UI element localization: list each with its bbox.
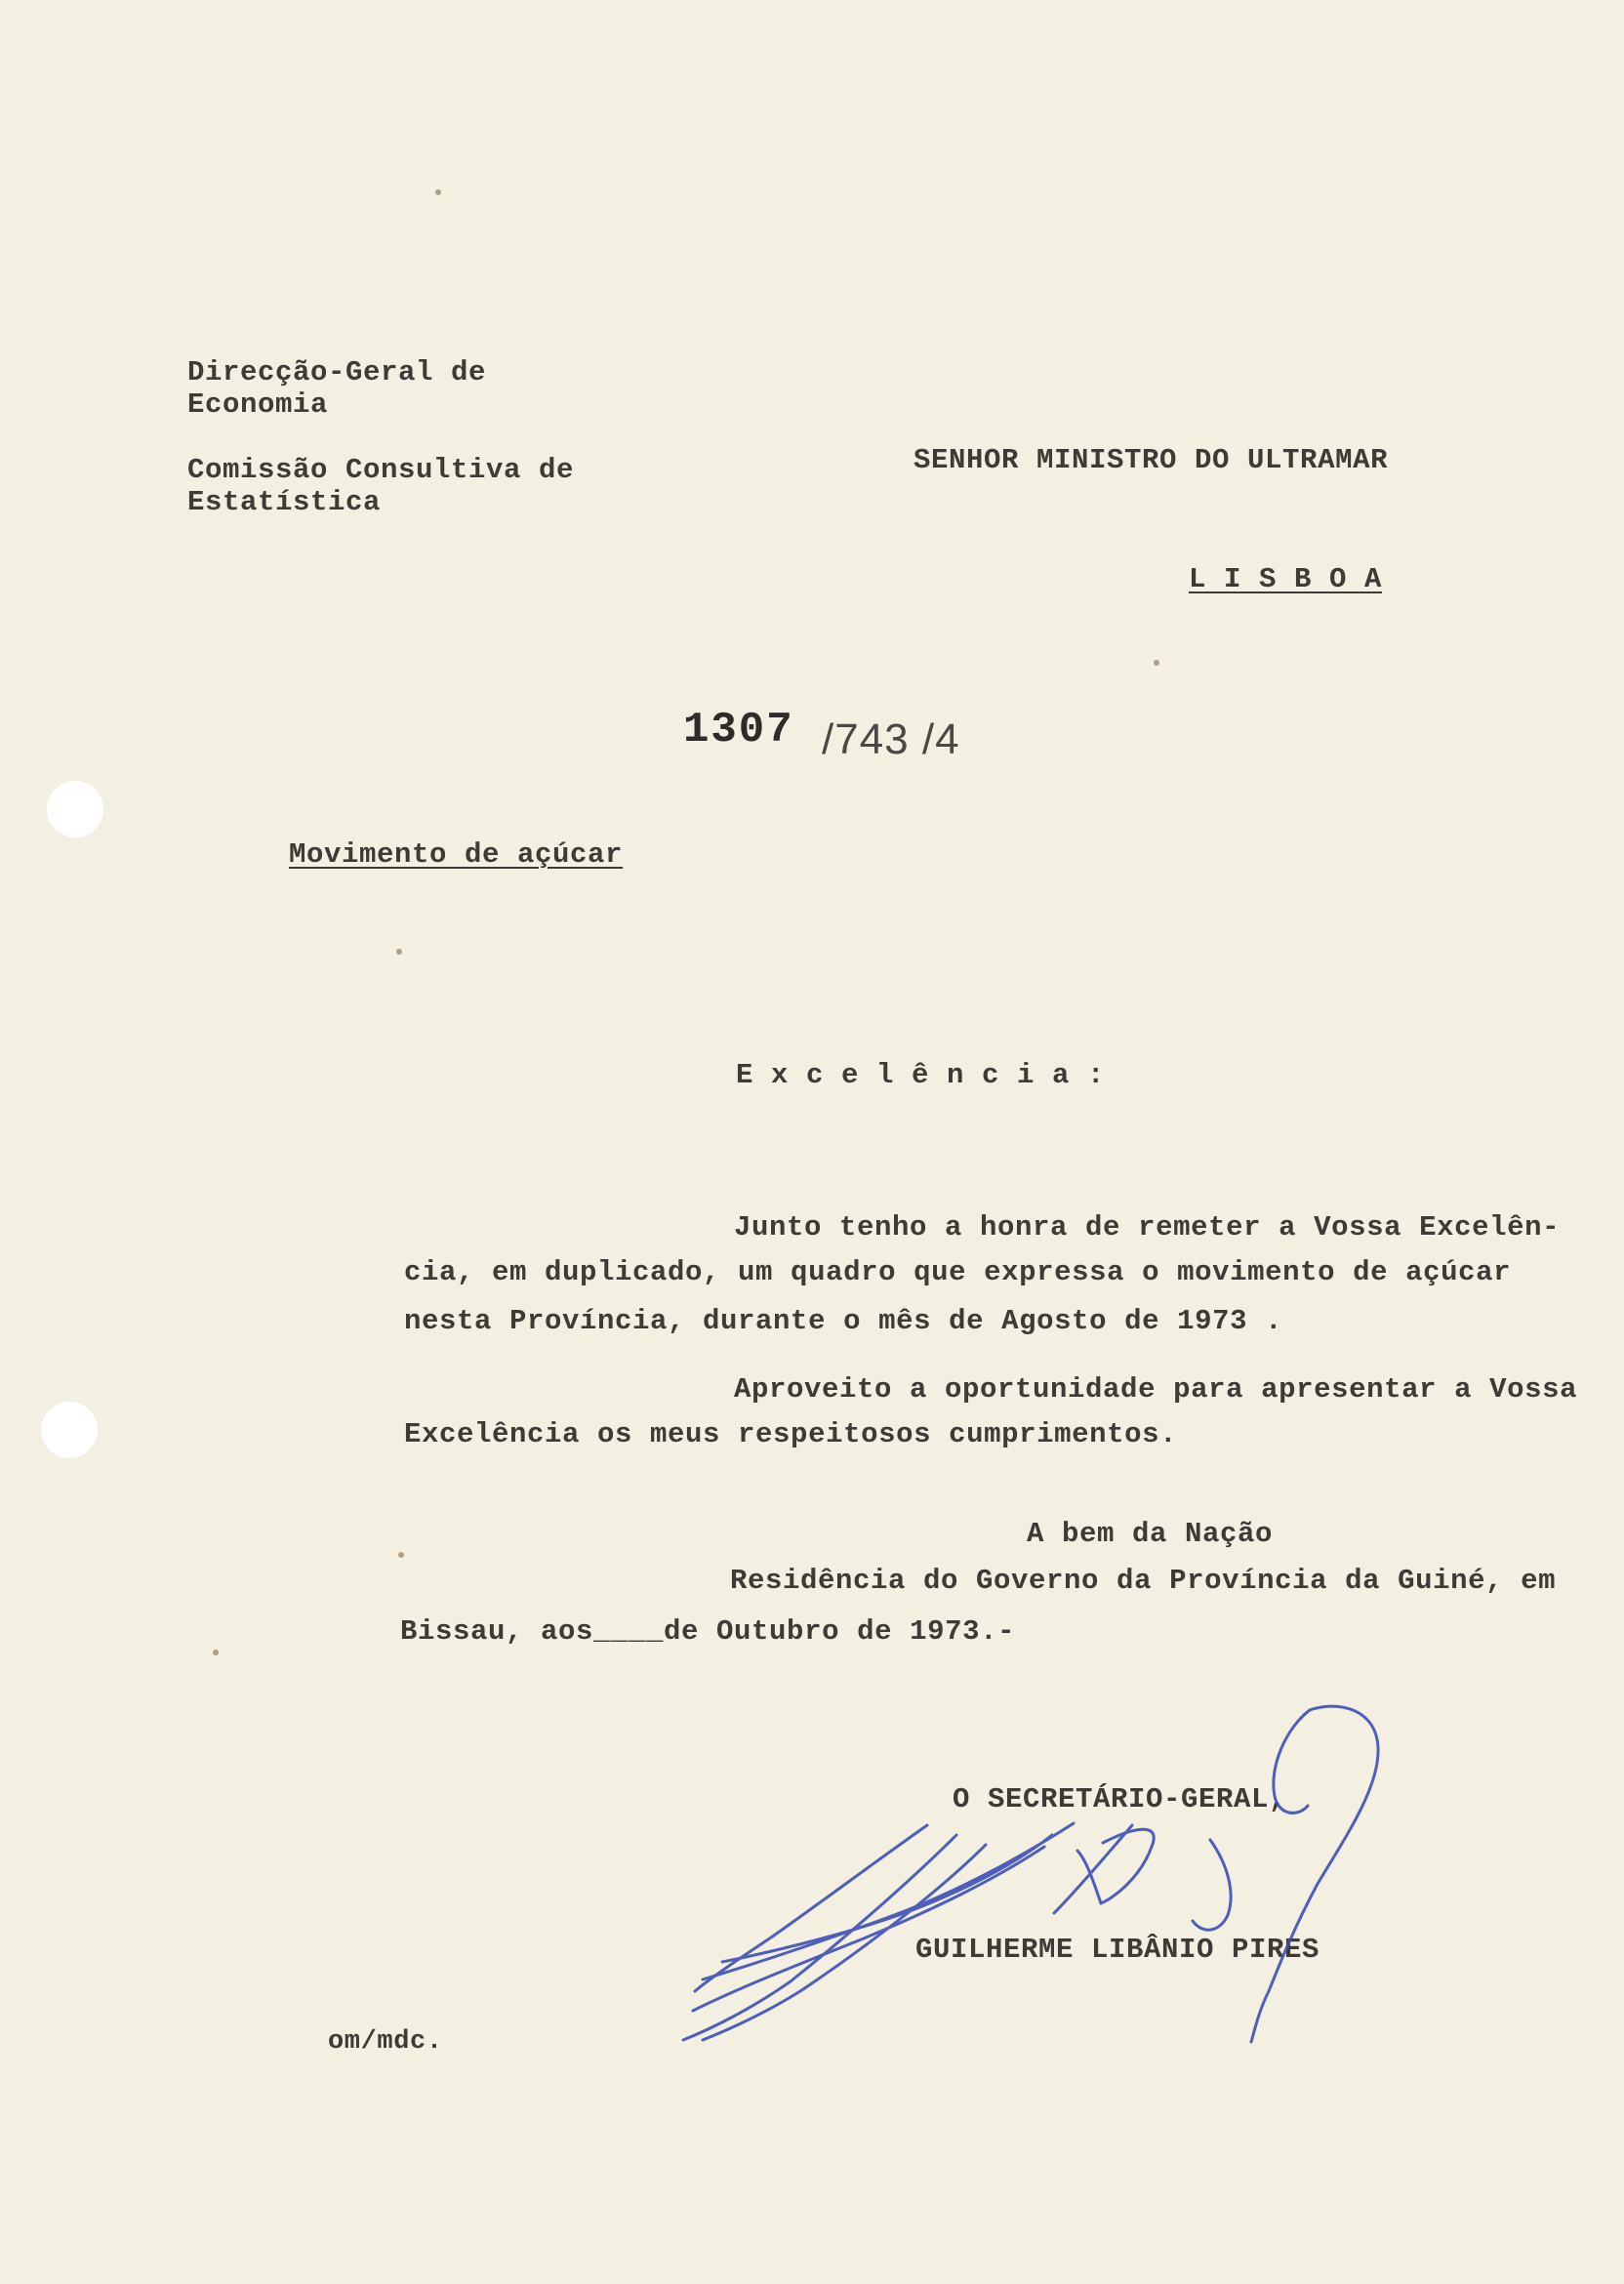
- reference-number: 1307: [683, 706, 794, 755]
- salutation: E x c e l ê n c i a :: [736, 1059, 1106, 1091]
- addressee-city: L I S B O A: [1189, 563, 1383, 595]
- closing-place-line-1: Residência do Governo da Província da Guiné, em: [730, 1565, 1557, 1597]
- sender-line-2: Economia: [187, 388, 329, 421]
- reference-suffix: /743 /4: [822, 715, 960, 763]
- body-paragraph-2-line-2: Excelência os meus respeitosos cumprimentos.: [404, 1418, 1178, 1450]
- body-paragraph-2-line-1: Aproveito a oportunidade para apresentar a Vossa: [734, 1373, 1578, 1406]
- closing-motto: A bem da Nação: [1027, 1518, 1274, 1550]
- signatory-title: O SECRETÁRIO-GERAL,: [953, 1783, 1287, 1815]
- body-paragraph-1-line-2: cia, em duplicado, um quadro que expressa o movimento de açúcar: [404, 1256, 1512, 1288]
- typist-initials: om/mdc.: [328, 2027, 443, 2057]
- sender-line-1: Direcção-Geral de: [187, 356, 487, 388]
- sender-line-3: Comissão Consultiva de: [187, 454, 575, 486]
- body-paragraph-1-line-3: nesta Província, durante o mês de Agosto de 1973 .: [404, 1305, 1283, 1337]
- addressee-name: SENHOR MINISTRO DO ULTRAMAR: [914, 444, 1389, 476]
- subject-line: Movimento de açúcar: [289, 838, 624, 871]
- body-paragraph-1-line-1: Junto tenho a honra de remeter a Vossa Excelên-: [734, 1211, 1561, 1244]
- closing-place-line-2: Bissau, aos____de Outubro de 1973.-: [400, 1615, 1016, 1648]
- signatory-name: GUILHERME LIBÂNIO PIRES: [915, 1934, 1320, 1966]
- sender-line-4: Estatística: [187, 486, 382, 518]
